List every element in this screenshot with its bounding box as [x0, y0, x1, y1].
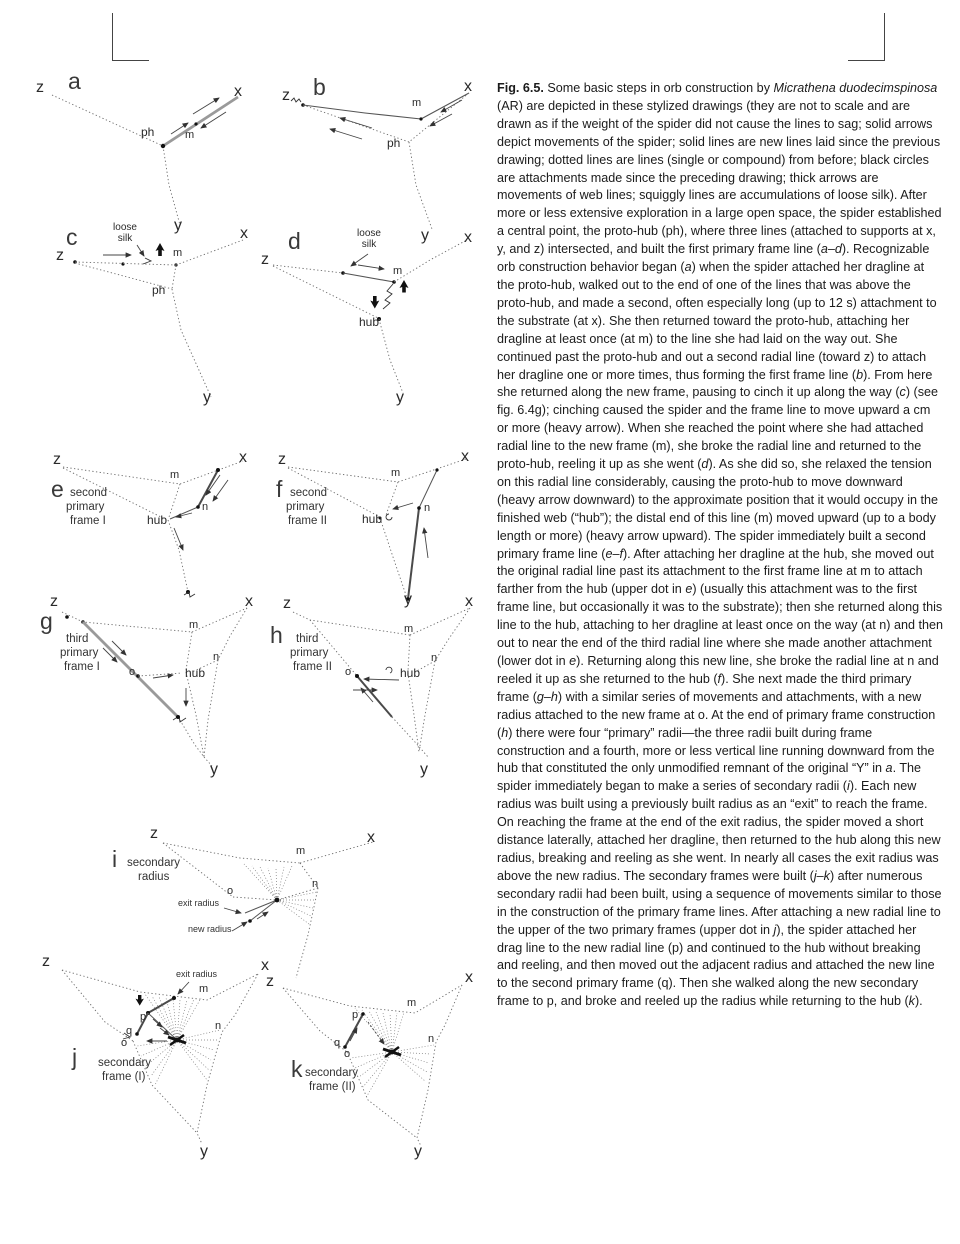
diagram-i-support-x: x	[367, 829, 375, 846]
diagram-d-support-y: y	[396, 389, 404, 406]
diagram-j-label-m: m	[199, 983, 209, 995]
diagram-i-support-z: z	[150, 825, 158, 842]
diagram-b-label-m: m	[412, 97, 422, 109]
diagram-k-title-2: frame (II)	[309, 1081, 356, 1093]
diagram-j-label-n: n	[215, 1020, 222, 1032]
diagram-g-support-x: x	[245, 593, 253, 610]
diagram-b-lines	[291, 93, 469, 229]
diagram-b-support-y: y	[421, 227, 429, 244]
diagram-g-label-n: n	[213, 651, 220, 663]
diagram-g-label-hub: hub	[185, 666, 206, 680]
diagram-h-support-x: x	[465, 593, 473, 610]
diagram-d-letter: d	[288, 228, 301, 254]
diagram-e-support-z: z	[53, 451, 61, 468]
diagram-e-lines	[63, 461, 243, 597]
diagram-b-support-x: x	[464, 78, 472, 95]
diagram-j-support-x: x	[261, 957, 269, 974]
diagram-h-lines	[293, 608, 470, 757]
diagram-f-label-n: n	[424, 502, 431, 514]
diagram-h-letter: h	[270, 622, 283, 648]
diagram-c-label-ph: ph	[152, 283, 166, 297]
diagram-k-lines	[283, 985, 462, 1146]
diagram-g-letter: g	[40, 608, 53, 634]
diagram-d-label-m: m	[393, 265, 403, 277]
diagram-j-letter: j	[72, 1044, 78, 1070]
diagram-k-label-n: n	[428, 1033, 435, 1045]
diagram-a-lines	[52, 95, 238, 225]
diagram-i-title-1: secondary	[127, 857, 181, 869]
diagram-j-title-2: frame (I)	[102, 1071, 146, 1083]
diagram-f-lines	[288, 459, 466, 601]
diagram-a-letter: a	[68, 68, 81, 94]
diagram-h-support-y: y	[420, 761, 428, 778]
diagram-a-support-z: z	[36, 79, 44, 96]
diagram-i-exit-radius-label: exit radius	[178, 898, 220, 908]
diagram-c-loose-silk-label: loose silk	[113, 222, 137, 244]
diagram-i-letter: i	[112, 846, 118, 872]
diagram-h-label-m: m	[404, 623, 414, 635]
diagram-c-support-y: y	[203, 389, 211, 406]
diagram-i-label-n: n	[312, 878, 319, 890]
diagram-g-title-3: frame I	[64, 661, 100, 673]
diagram-i-title-2: radius	[138, 871, 170, 883]
diagram-k-label-q: q	[334, 1037, 341, 1049]
diagram-g-label-m: m	[189, 619, 199, 631]
diagram-h-title-2: primary	[290, 647, 329, 659]
caption-text: Fig. 6.5. Some basic steps in orb construction by Micrathena duodecimspinosa (AR) are depicted in these stylized drawings (they are not to scale and are drawn as if the weight of the spider did not cause the lines to sag; solid arrows depict movements of the spider; solid lines are new lines laid since the previous drawing; dotted lines are lines (single or compound) from before; black circles are attachments made since the preceding drawing; thick arrows are movements of web lines; squiggly lines are accumulations of loose silk). After more or less extensive exploration in a large open space, the spider established a central point, the proto-hub (ph), where three lines (attached to supports at x, y, and z) intersected, and built the first primary frame line (a–d). Recognizable orb construction behavior began (a) when the spider attached her dragline at the proto-hub, walked out to the end of one of the lines that was above the proto-hub, and made a second, often especially long (up to 12 s) attachment to the substrate (at x). She then returned toward the proto-hub, attaching her dragline at least once (at m) to the line she had laid on the way out. She continued past the proto-hub and out a second radial line (toward z) to attach her dragline one or more times, thus forming the first frame line (b). From here she returned along the new frame, pausing to cinch it up along the way (c) (see fig. 6.4g); cinching caused the spider and the frame line to move upward a cm or more (heavy arrow). When she reached the point where she had attached radial line to the new frame (m), she broke the radial line and returned to the proto-hub, reeling it up as she went (d). As she did so, she relaxed the tension on this radial line considerably, causing the proto-hub to move downward (heavy arrow downward) to the approximate position that it would occupy in the finished web (“hub”); the distal end of this line (m) moved upward (up to a body length or more) (heavy arrow upward). The spider immediately built a second primary frame line (e–f). After attaching her dragline at the hub, she moved out the original radial line past its attachment to the first frame line at m to attach farther from the hub (upper dot in e) (usually this attachment was to the first frame line, but occasionally it was to the substrate); then she returned along this line to the hub, attaching to her dragline at least once on the way (at n) and then out to near the end of the third radial line where she made another attachment (lower dot in e). Returning along this new line, she broke the radial line at n and reeled it up as she returned to the hub (f). She next made the third primary frame (g–h) with a similar series of movements and attachments, with a new radius attached to the new frame at o. At the end of primary frame construction (h) there were four “primary” radii—the three radii built during frame construction and a fourth, more or less vertical line running downward from the hub that constituted the only unmodified remnant of the original “Y” in a. The spider immediately began to make a series of secondary radii (i). Each new radius was built using a previously built radius as an “exit” to reach the frame. On reaching the frame at the end of the exit radius, the spider moved a short distance laterally, attached her dragline, then returned to the hub along this new radius, breaking and reeling as she went. In nearly all cases the exit radius was above the new radius. The secondary frames were built (j–k) after numerous secondary radii had been built, using a sequence of movements similar to those in the construction of the primary frame lines. After attaching a new radial line to the upper of the two primary frames (upper dot in j), the spider attached her drag line to the new radial line (p) and continued to the hub without breaking and reeling, and then moved out the adjacent radius and attached the new line to the second primary frame (q). Then she walked along the new secondary frame to p, and broke and reeled up the radius while returning to the hub (k).	[497, 81, 943, 1009]
diagram-j-label-o: o	[121, 1037, 128, 1049]
diagram-c-lines	[73, 240, 243, 397]
diagram-a-label-ph: ph	[141, 125, 155, 139]
diagram-k-support-z: z	[266, 973, 274, 990]
diagram-f-title-2: primary	[286, 501, 325, 513]
diagram-e-support-x: x	[239, 449, 247, 466]
diagram-k-support-y: y	[414, 1143, 422, 1160]
diagram-j-lines	[62, 970, 258, 1144]
diagram-g-lines	[62, 608, 247, 766]
diagram-f-support-x: x	[461, 448, 469, 465]
diagram-h-title-1: third	[296, 633, 319, 645]
diagram-d-loose-silk-label: loose silk	[357, 228, 381, 250]
diagram-h-label-n: n	[431, 652, 438, 664]
diagram-e-label-n: n	[202, 501, 209, 513]
diagram-k-letter: k	[291, 1056, 303, 1082]
diagram-j-label-q: q	[126, 1025, 133, 1037]
diagram-e-title-1: second	[70, 487, 108, 499]
diagram-e-label-hub: hub	[147, 513, 168, 527]
diagram-j-support-z: z	[42, 953, 50, 970]
diagram-c-support-x: x	[240, 225, 248, 242]
diagram-f-support-y: y	[404, 591, 412, 608]
diagram-c-label-m: m	[173, 247, 183, 259]
diagram-b-letter: b	[313, 74, 326, 100]
diagram-h-label-o: o	[345, 666, 352, 678]
diagram-i-label-m: m	[296, 845, 306, 857]
diagram-f-support-z: z	[278, 451, 286, 468]
diagram-g-support-y: y	[210, 761, 218, 778]
diagram-i-label-o: o	[227, 885, 234, 897]
diagram-a-label-m: m	[185, 129, 195, 141]
figure-caption	[497, 80, 943, 1011]
diagram-b-support-z: z	[282, 87, 290, 104]
diagram-j-exit-radius-label: exit radius	[176, 969, 218, 979]
diagram-b-label-ph: ph	[387, 136, 401, 150]
diagram-h-support-z: z	[283, 595, 291, 612]
diagram-i-new-radius-label: new radius	[188, 924, 232, 934]
diagram-e-title-3: frame I	[70, 515, 106, 527]
diagram-f-title-1: second	[290, 487, 328, 499]
diagram-k-label-o: o	[344, 1048, 351, 1060]
diagram-g-label-o: o	[129, 666, 136, 678]
diagram-f-title-3: frame II	[288, 515, 327, 527]
diagram-e-label-m: m	[170, 469, 180, 481]
diagram-f-label-m: m	[391, 467, 401, 479]
diagram-a-support-x: x	[234, 83, 242, 100]
diagram-h-label-hub: hub	[400, 666, 421, 680]
diagram-g-title-1: third	[66, 633, 89, 645]
diagram-k-support-x: x	[465, 969, 473, 986]
diagram-d-support-z: z	[261, 251, 269, 268]
diagram-c-support-z: z	[56, 247, 64, 264]
diagram-a-support-y: y	[174, 217, 182, 234]
diagram-k-label-p: p	[352, 1009, 359, 1021]
diagram-f-label-hub: hub	[362, 512, 383, 526]
diagram-g-title-2: primary	[60, 647, 99, 659]
diagram-d-support-x: x	[464, 229, 472, 246]
diagram-d-label-hub: hub	[359, 315, 380, 329]
diagram-e-title-2: primary	[66, 501, 105, 513]
diagram-h-title-3: frame II	[293, 661, 332, 673]
diagram-e-letter: e	[51, 476, 64, 502]
diagram-g-support-z: z	[50, 593, 58, 610]
diagram-k-label-m: m	[407, 997, 417, 1009]
diagram-j-label-p: p	[140, 1011, 147, 1023]
diagram-j-support-y: y	[200, 1143, 208, 1160]
diagram-k-title-1: secondary	[305, 1067, 359, 1079]
diagram-j-title-1: secondary	[98, 1057, 152, 1069]
diagram-c-letter: c	[66, 224, 78, 250]
diagram-f-letter: f	[276, 476, 283, 502]
